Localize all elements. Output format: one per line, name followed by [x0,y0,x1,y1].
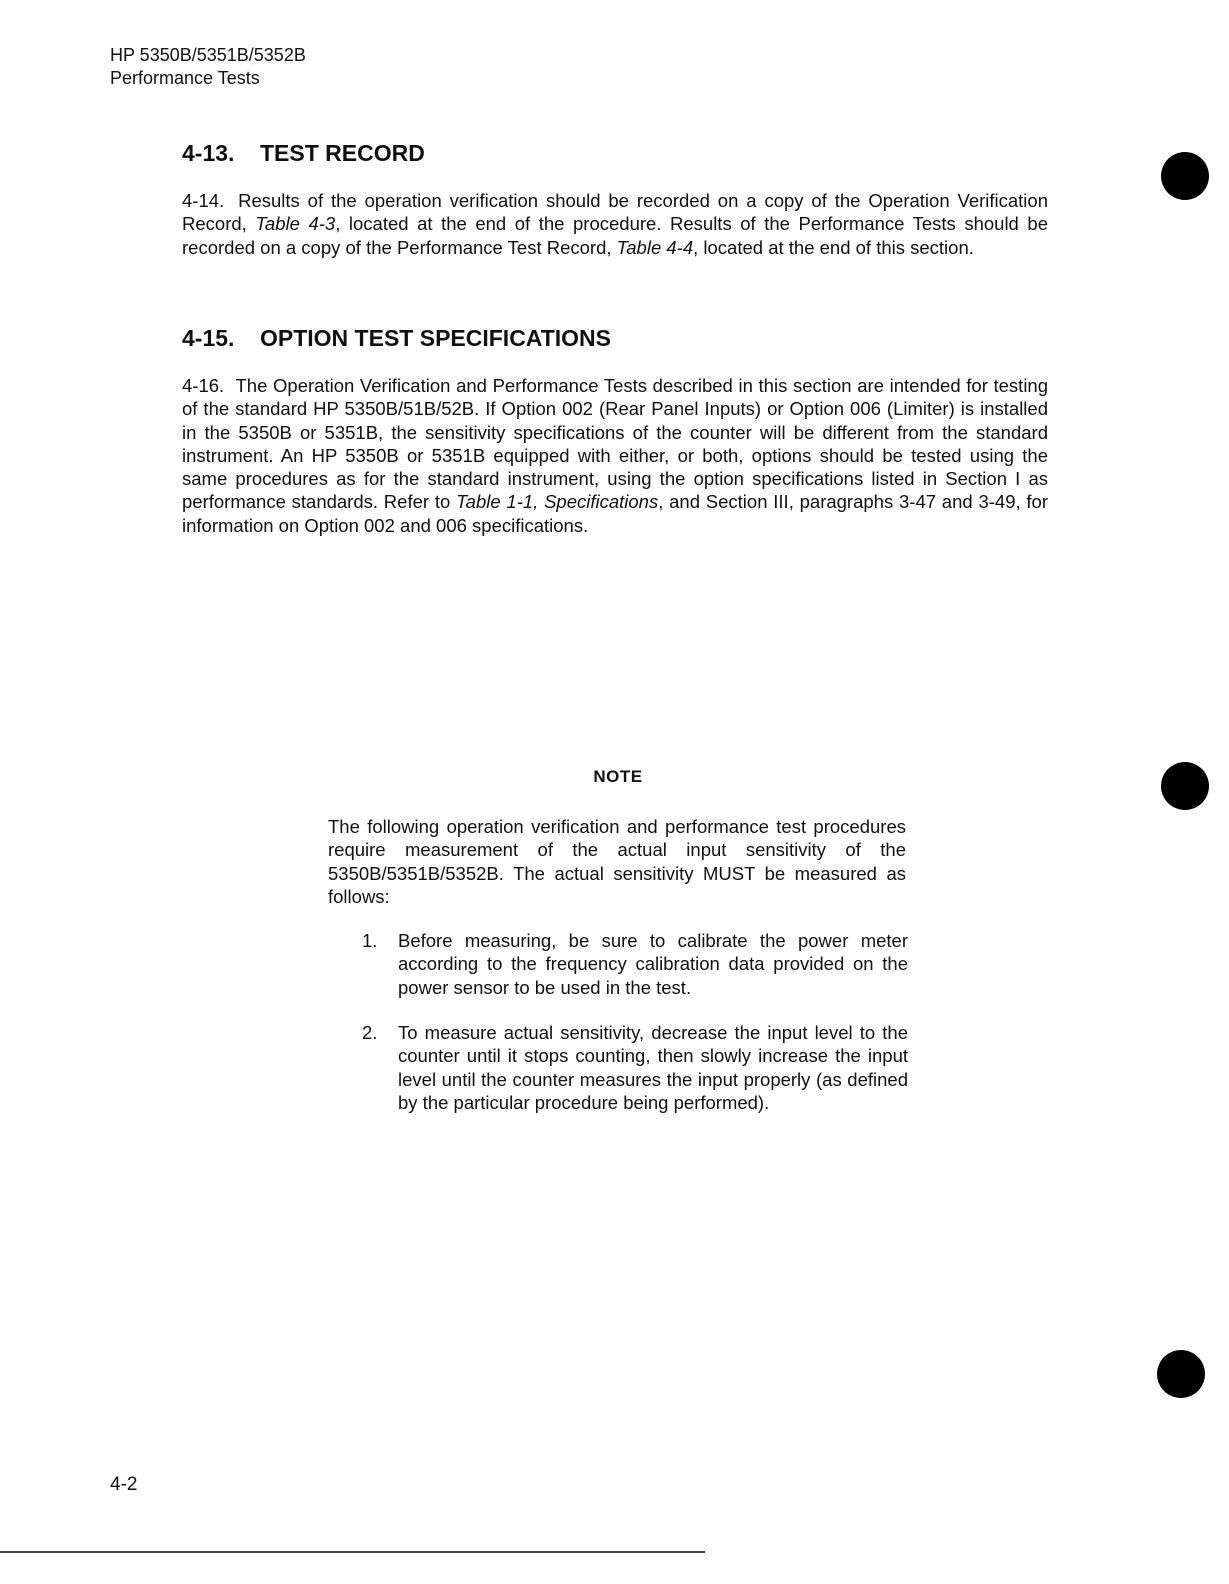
heading-number: 4-13. [182,140,235,166]
running-header [110,44,306,90]
note-item [362,929,908,999]
note-intro: The following operation verification and performance test procedures require measurement of the actual input sensitivity of the 5350B/5351B/5352B. The actual sensitivity MUST be measured as follows: [328,816,906,907]
paragraph-text: , located at the end of the procedure. Results of the Performance Tests should be recorded on a copy of the Performance Test Record, [182,213,1048,258]
note-item-text: Before measuring, be sure to calibrate the power meter according to the frequency calibration data provided on the power sensor to be used in the test. [398,930,908,998]
paragraph-number: 4-14. [182,190,225,211]
table-reference: Table 4-4 [616,236,694,258]
table-reference: Table 1-1, Specifications [456,491,659,513]
note-item-number: 1. [362,930,378,951]
punch-hole [1161,762,1209,810]
paragraph-text: , and Section III, paragraphs 3-47 and 3-49, for information on Option 002 and 006 specifications. [182,491,1048,536]
punch-hole [1157,1350,1205,1398]
paragraph-4-16 [182,374,1048,537]
paragraph-text: The Operation Verification and Performance Tests described in this section are intended for testing of the standard HP 5350B/51B/52B. If Option 002 (Rear Panel Inputs) or Option 006 (Limiter) is installed in the 5350B or 5351B, the sensitivity specifications of the counter will be different from the standard instrument. An HP 5350B or 5351B equipped with either, or both, options should be tested using the same procedures as for the standard instrument, using the option specifications listed in Section I as performance standards. Refer to [182,375,1049,513]
paragraph-number: 4-16. [182,375,225,396]
paragraph-text: Results of the operation verification should be recorded on a copy of the Operation Verification Record, [182,190,1048,235]
paragraph-4-14 [182,189,1048,259]
table-reference: Table 4-3 [255,213,336,235]
heading-test-record [182,139,425,167]
paragraph-text: , located at the end of this section. [693,236,974,258]
bottom-rule [0,1551,705,1553]
header-model-numbers: HP 5350B/5351B/5352B [110,45,306,65]
note-item-number: 2. [362,1022,378,1043]
note-title: NOTE [593,767,643,786]
heading-title: TEST RECORD [260,140,425,166]
heading-title: OPTION TEST SPECIFICATIONS [260,325,611,351]
page-number: 4-2 [110,1474,138,1495]
heading-number: 4-15. [182,325,235,351]
header-section-name: Performance Tests [110,68,260,88]
heading-option-test-specifications [182,324,611,352]
note-item-text: To measure actual sensitivity, decrease the input level to the counter until it stops counting, then slowly increase the input level until the counter measures the input properly (as defined by the particular procedure being performed). [398,1022,908,1113]
punch-hole [1161,152,1209,200]
note-item [362,1021,908,1114]
